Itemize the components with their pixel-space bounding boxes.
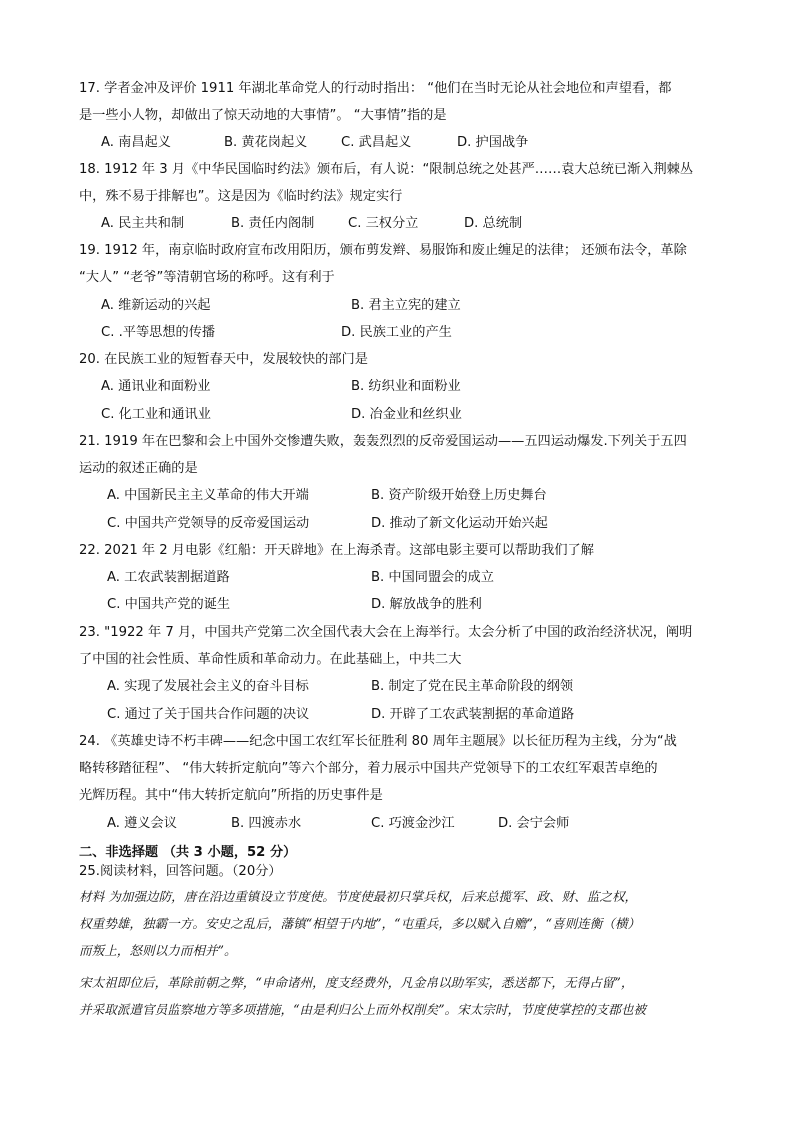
question-18-option-a: A. 民主共和制 [101,216,185,231]
question-19-option-d: D. 民族工业的产生 [341,325,452,340]
question-19-line-1: 19. 1912 年，南京临时政府宣布改用阳历，颁布剪发辫、易服饰和废止缠足的法律； 还颁布法令，革除 [79,243,687,258]
question-18-option-c: C. 三权分立 [348,216,419,231]
question-21-option-d: D. 推动了新文化运动开始兴起 [371,516,548,531]
question-19-line-2: “大人” “老爷”等清朝官场的称呼。这有利于 [79,270,335,285]
question-18-option-b: B. 责任内阁制 [231,216,315,231]
question-19-option-b: B. 君主立宪的建立 [351,298,461,313]
material-line-4: 宋太祖即位后，革除前朝之弊，“申命诸州，度支经费外，凡金帛以助军实，悉送都下，无得占留”， [79,975,634,990]
question-23-option-d: D. 开辟了工农武装割据的革命道路 [371,707,575,722]
question-22-option-d: D. 解放战争的胜利 [371,597,482,612]
question-23-option-a: A. 实现了发展社会主义的奋斗目标 [107,679,309,694]
question-21-option-a: A. 中国新民主主义革命的伟大开端 [107,488,309,503]
question-24-option-b: B. 四渡赤水 [231,816,302,831]
question-21-option-c: C. 中国共产党领导的反帝爱国运动 [107,516,310,531]
material-line-5: 并采取派遣官员监察地方等多项措施，“由是利归公上而外权削矣”。宋太宗时，节度使掌控的支郡也被 [79,1002,647,1017]
question-21-option-b: B. 资产阶级开始登上历史舞台 [371,488,547,503]
question-17-line-2: 是一些小人物，却做出了惊天动地的大事情”。 “大事情”指的是 [79,108,447,123]
question-23-option-b: B. 制定了党在民主革命阶段的纲领 [371,679,574,694]
question-21-line-1: 21. 1919 年在巴黎和会上中国外交惨遭失败，轰轰烈烈的反帝爱国运动——五四运动爆发.下列关于五四 [79,434,687,449]
question-24-option-c: C. 巧渡金沙江 [371,816,455,831]
question-17-option-a: A. 南昌起义 [101,135,171,150]
question-24-line-2: 略转移踏征程”、 “伟大转折定航向”等六个部分，着力展示中国共产党领导下的工农红军艰苦卓绝的 [79,761,658,776]
question-24-line-1: 24. 《英雄史诗不朽丰碑——纪念中国工农红军长征胜利 80 周年主题展》以长征历程为主线，分为“战 [79,734,677,749]
question-19-option-c: C. .平等思想的传播 [101,325,216,340]
question-21-line-2: 运动的叙述正确的是 [79,461,198,476]
question-20-option-b: B. 纺织业和面粉业 [351,379,461,394]
question-20-option-d: D. 冶金业和丝织业 [351,407,462,422]
question-17-option-c: C. 武昌起义 [341,135,412,150]
question-24-option-a: A. 遵义会议 [107,816,177,831]
question-23-line-2: 了中国的社会性质、革命性质和革命动力。在此基础上，中共二大 [79,652,462,667]
question-17-option-b: B. 黄花岗起义 [224,135,308,150]
question-22-option-a: A. 工农武装割据道路 [107,570,230,585]
question-18-line-2: 中，殊不易于排解也”。这是因为《临时约法》规定实行 [79,189,403,204]
question-20-option-c: C. 化工业和通讯业 [101,407,211,422]
question-23-option-c: C. 通过了关于国共合作问题的决议 [107,707,310,722]
question-24-option-d: D. 会宁会师 [498,816,570,831]
question-23-line-1: 23. "1922 年 7 月，中国共产党第二次全国代表大会在上海举行。太会分析了中国的政治经济状况，阐明 [79,625,693,640]
question-19-option-a: A. 维新运动的兴起 [101,298,211,313]
question-22-option-b: B. 中国同盟会的成立 [371,570,494,585]
section-2-title: 二、非选择题 （共 3 小题，52 分） [79,845,297,860]
question-18-line-1: 18. 1912 年 3 月《中华民国临时约法》颁布后，有人说：“限制总统之处甚严……袁大总统已渐入荆棘丛 [79,162,694,177]
question-22-line-1: 22. 2021 年 2 月电影《红船：开天辟地》在上海杀青。这部电影主要可以帮助我们了解 [79,543,594,558]
material-line-1: 材料 为加强边防，唐在沿边重镇设立节度使。节度使最初只掌兵权，后来总揽军、政、财、监之权， [79,889,638,904]
question-17-line-1: 17. 学者金冲及评价 1911 年湖北革命党人的行动时指出： “他们在当时无论从社会地位和声望看，都 [79,81,672,96]
question-18-option-d: D. 总统制 [464,216,523,231]
question-22-option-c: C. 中国共产党的诞生 [107,597,231,612]
material-line-2: 权重势雄，独霸一方。安史之乱后，藩镇“相望于内地”，“屯重兵，多以赋入自赡”，“喜则连衡（横） [79,916,641,931]
question-25-intro: 25.阅读材料，回答问题。（20分） [79,864,282,879]
question-20-line-1: 20. 在民族工业的短暂春天中，发展较快的部门是 [79,352,368,367]
question-17-option-d: D. 护国战争 [457,135,529,150]
material-line-3: 而叛上，怒则以力而相并”。 [79,943,237,958]
question-24-line-3: 光辉历程。其中“伟大转折定航向”所指的历史事件是 [79,788,383,803]
question-20-option-a: A. 通讯业和面粉业 [101,379,211,394]
